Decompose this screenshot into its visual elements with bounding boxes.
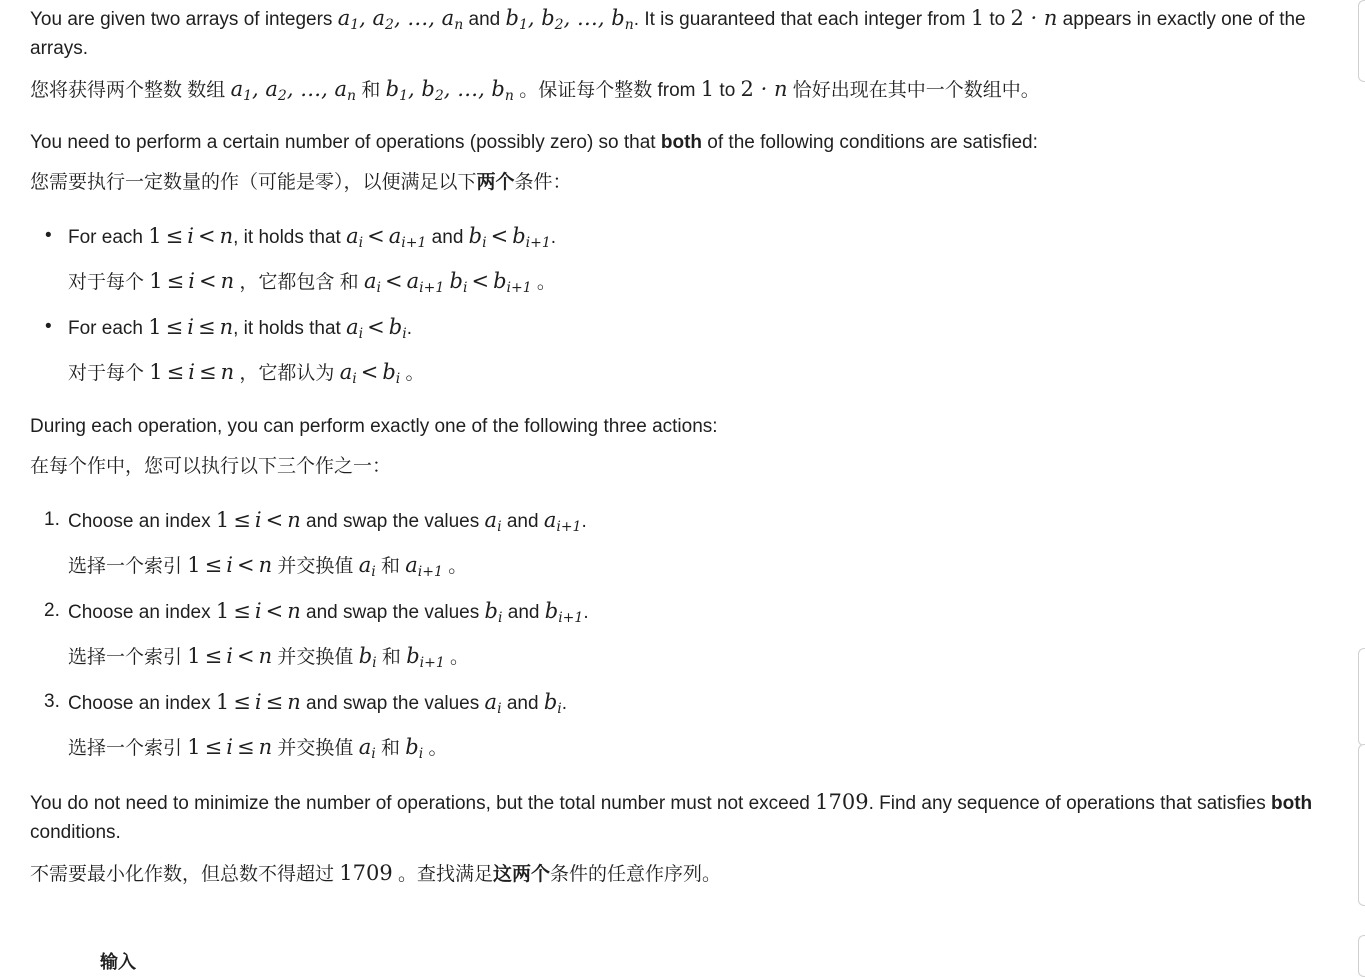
list-item: 1. Choose an index 1 ≤ i < n and swap the values $a_i$ and $a_{i+1}$. 选择一个索引 1 ≤ i < n 并交换值 $a_i$ 和 $a_{i+1}$ 。	[44, 508, 587, 580]
intro-english: You are given two arrays of integers $a_1$, $a_2$, …, $a_n$ and $b_1$, $b_2$, …, $b_n$. It is guaranteed that each integer from 1 to 2 · n appears in exactly one of the arrays.	[30, 6, 1306, 59]
intro-chinese: 您将获得两个整数 数组 $a_1$, $a_2$, …, $a_n$ 和 $b_1$, $b_2$, …, $b_n$ 。保证每个整数 from 1 to 2 · n 恰好出现在其中一个数组中。	[30, 77, 1040, 104]
final-paragraph-english: You do not need to minimize the number of operations, but the total number must not exceed 1709. Find any sequence of operations that satisfies both conditions.	[30, 790, 1313, 843]
operations-intro-english: During each operation, you can perform exactly one of the following three actions:	[30, 416, 718, 437]
list-item: 3. Choose an index 1 ≤ i ≤ n and swap the values $a_i$ and $b_i$. 选择一个索引 1 ≤ i ≤ n 并交换值 $a_i$ 和 $b_i$ 。	[44, 690, 568, 762]
side-panel-edge	[1358, 648, 1365, 746]
operations-intro-chinese: 在每个作中，您可以执行以下三个作之一：	[30, 456, 392, 477]
bullet: •	[45, 225, 52, 246]
math-array-b: $b_1$, $b_2$, …, $b_n$	[505, 6, 634, 33]
section-heading-input: 输入	[100, 952, 136, 972]
conditions-list	[30, 221, 1320, 389]
actions-list	[30, 505, 1320, 764]
list-item: 2. Choose an index 1 ≤ i < n and swap the values $b_i$ and $b_{i+1}$. 选择一个索引 1 ≤ i < n 并交换值 $b_i$ 和 $b_{i+1}$ 。	[44, 599, 589, 671]
problem-statement	[30, 4, 1320, 890]
side-panel-edge	[1358, 0, 1365, 82]
math-array-a: $a_1$, $a_2$, …, $a_n$	[337, 6, 464, 33]
list-item: • For each 1 ≤ i ≤ n, it holds that $a_i < b_i$. 对于每个 1 ≤ i ≤ n ，它都认为 $a_i < b_i$ 。	[30, 312, 1320, 389]
bullet: •	[45, 316, 52, 337]
side-panel-edge	[1358, 744, 1365, 906]
conditions-intro-english: You need to perform a certain number of operations (possibly zero) so that both of the following conditions are satisfied:	[30, 132, 1038, 153]
conditions-intro-chinese: 您需要执行一定数量的作（可能是零），以便满足以下两个条件：	[30, 172, 572, 193]
final-paragraph-chinese: 不需要最小化作数，但总数不得超过 1709 。查找满足这两个条件的任意作序列。	[30, 861, 722, 885]
list-item: • For each 1 ≤ i < n, it holds that $a_i < a_{i+1}$ and $b_i < b_{i+1}$. 对于每个 1 ≤ i < n ，它都包含 和 $a_i < a_{i+1}$ $b_i < b_{i+1}$ 。	[30, 221, 1320, 298]
side-panel-edge	[1358, 935, 1365, 977]
